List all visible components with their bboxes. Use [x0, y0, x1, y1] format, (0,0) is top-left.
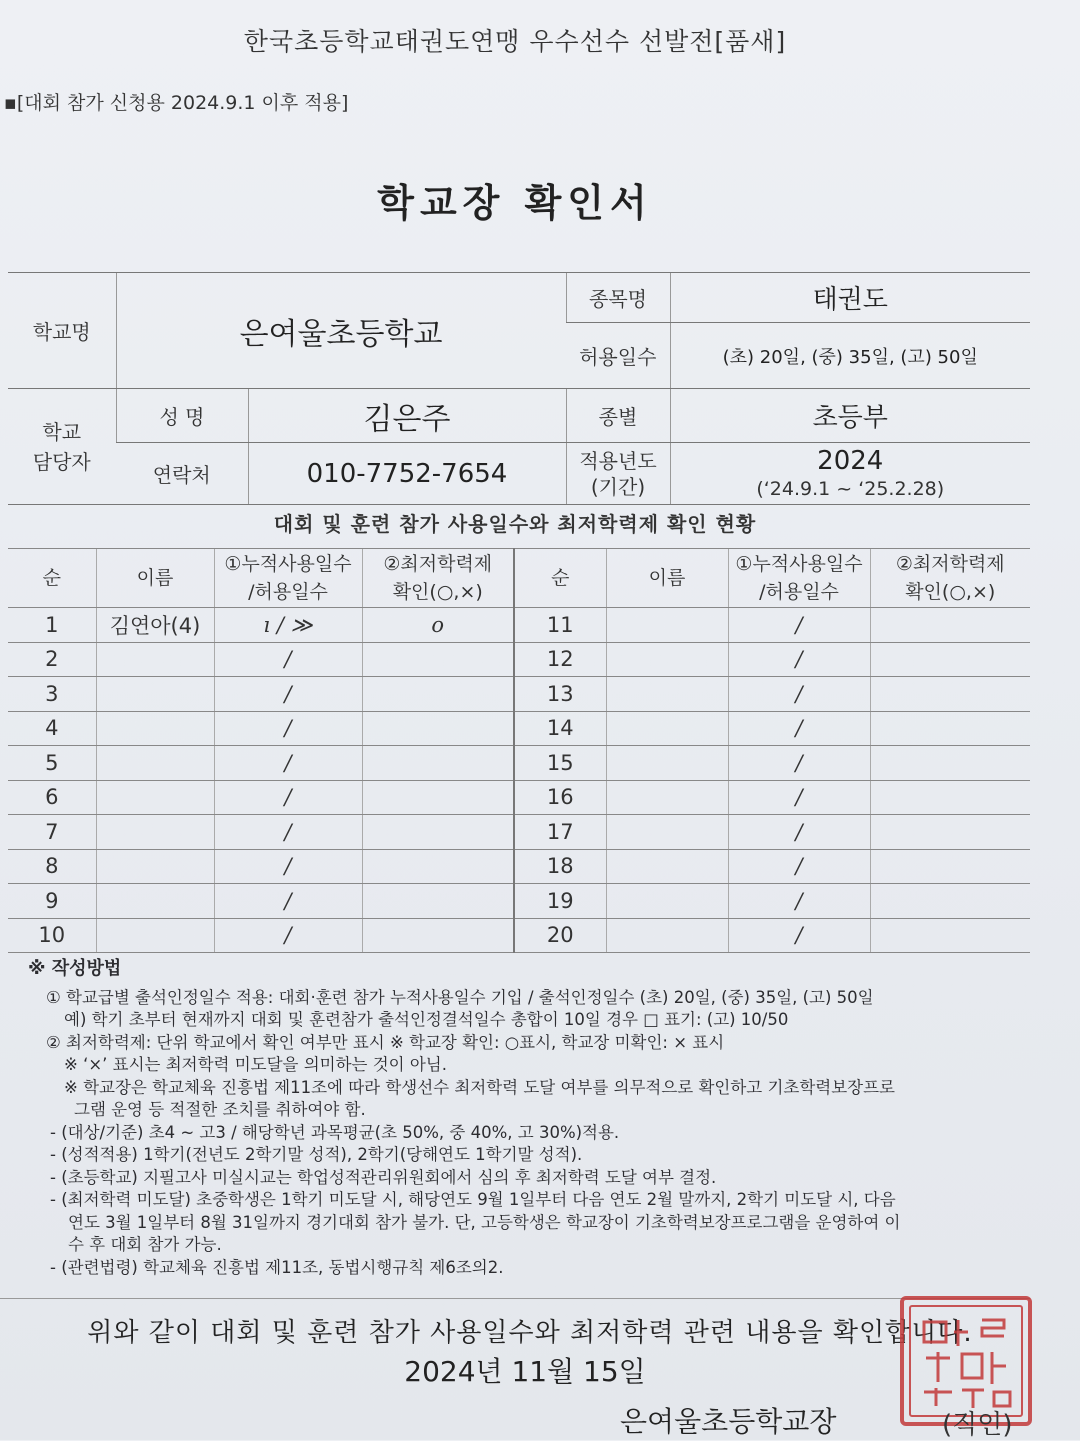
table-row	[8, 918, 1030, 953]
school-label: 학교명	[8, 273, 116, 389]
student-name: 김연아(4)	[96, 608, 214, 643]
student-name	[606, 711, 728, 746]
roster-table	[8, 548, 1030, 953]
header-no: 순	[8, 549, 96, 608]
note-item: ※ 학교장은 학교체육 진흥법 제11조에 따라 학생선수 최저학력 도달 여부를 의무적으로 확인하고 기초학력보장프로	[64, 1077, 895, 1097]
note-item: - (성적적용) 1학기(전년도 2학기말 성적), 2학기(당해연도 1학기말 성적).	[50, 1145, 583, 1164]
days-used: /	[214, 884, 362, 919]
row-number: 15	[514, 746, 606, 781]
min-academic-check	[870, 780, 1030, 815]
name-label: 성 명	[116, 389, 248, 443]
note-item: - (최저학력 미도달) 초중학생은 1학기 미도달 시, 해당연도 9월 1일부터 다음 연도 2월 말까지, 2학기 미도달 시, 다음	[50, 1190, 896, 1209]
row-number: 2	[8, 642, 96, 677]
header-name: 이름	[606, 549, 728, 608]
days-used: /	[728, 608, 870, 643]
note-item: - (대상/기준) 초4 ~ 고3 / 해당학년 과목평균(초 50%, 중 40%, 고 30%)적용.	[50, 1122, 620, 1142]
days-used: /	[214, 711, 362, 746]
document-title: 학교장 확인서	[377, 181, 653, 225]
min-academic-check	[362, 642, 514, 677]
note-item: - (관련법령) 학교체육 진흥법 제11조, 동법시행규칙 제6조의2.	[50, 1257, 504, 1277]
instructions-title: ※ 작성방법	[28, 958, 122, 979]
row-number: 6	[8, 780, 96, 815]
event-header: 한국초등학교태권도연맹 우수선수 선발전[품새]	[243, 27, 787, 56]
note-item: 수 후 대회 참가 가능.	[68, 1235, 222, 1254]
student-name	[606, 815, 728, 850]
note-item: ※ ‘×’ 표시는 최저학력 미도달을 의미하는 것이 아님.	[64, 1055, 447, 1074]
note-item: 연도 3월 1일부터 8월 31일까지 경기대회 참가 불가. 단, 고등학생은 학교장이 기초학력보장프로그램을 운영하여 이	[68, 1212, 901, 1232]
note-item: - (초등학교) 지필고사 미실시교는 학업성적관리위원회에서 심의 후 최저학력 도달 여부 결정.	[50, 1167, 717, 1187]
row-number: 4	[8, 711, 96, 746]
student-name	[606, 746, 728, 781]
note-item: 예) 학기 초부터 현재까지 대회 및 훈련참가 출석인정결석일수 총합이 10일 경우 □ 표기: (고) 10/50	[64, 1010, 789, 1029]
student-name	[96, 677, 214, 712]
division-value: 초등부	[670, 389, 1030, 443]
student-name	[606, 918, 728, 953]
student-name	[606, 849, 728, 884]
allowed-days-value: (초) 20일, (중) 35일, (고) 50일	[670, 323, 1030, 389]
table-row	[8, 780, 1030, 815]
name-value: 김은주	[248, 389, 566, 443]
header-check: ②최저학력제 확인(○,×)	[362, 549, 514, 608]
row-number: 7	[8, 815, 96, 850]
row-number: 20	[514, 918, 606, 953]
min-academic-check	[870, 711, 1030, 746]
contact-value: 010-7752-7654	[248, 443, 566, 505]
student-name	[606, 884, 728, 919]
division-label: 종별	[566, 389, 670, 443]
year-label: 적용년도 (기간)	[566, 443, 670, 505]
table-row	[8, 711, 1030, 746]
note-item: 그램 운영 등 적절한 조치를 취하여야 함.	[74, 1100, 366, 1119]
student-name	[96, 746, 214, 781]
table-heading: 대회 및 훈련 참가 사용일수와 최저학력제 확인 현황	[273, 512, 757, 536]
student-name	[606, 780, 728, 815]
min-academic-check	[870, 918, 1030, 953]
days-used: /	[728, 884, 870, 919]
divider	[0, 1298, 1030, 1299]
roster-body	[8, 608, 1030, 953]
min-academic-check	[362, 884, 514, 919]
student-name	[96, 918, 214, 953]
days-used: /	[214, 849, 362, 884]
table-row	[8, 677, 1030, 712]
student-name	[606, 642, 728, 677]
student-name	[96, 884, 214, 919]
days-used: /	[728, 849, 870, 884]
min-academic-check	[870, 815, 1030, 850]
min-academic-check	[362, 677, 514, 712]
confirmation-date: 2024년 11월 15일	[404, 1355, 646, 1388]
min-academic-check	[870, 677, 1030, 712]
min-academic-check	[870, 746, 1030, 781]
days-used: /	[728, 642, 870, 677]
seal-label: (직인)	[942, 1410, 1013, 1440]
row-number: 1	[8, 608, 96, 643]
year-cell	[670, 443, 1030, 505]
header-no: 순	[514, 549, 606, 608]
student-name	[96, 815, 214, 850]
days-used: /	[214, 677, 362, 712]
min-academic-check	[362, 711, 514, 746]
confirmation-text: 위와 같이 대회 및 훈련 참가 사용일수와 최저학력 관련 내용을 확인합니다.	[87, 1318, 973, 1348]
form-subtitle: ▪[대회 참가 신청용 2024.9.1 이후 적용]	[4, 92, 349, 114]
min-academic-check	[362, 849, 514, 884]
min-academic-check	[870, 849, 1030, 884]
instructions	[28, 958, 988, 1279]
info-table	[8, 272, 1030, 505]
header-days: ①누적사용일수 /허용일수	[728, 549, 870, 608]
days-used: /	[214, 642, 362, 677]
student-name	[96, 642, 214, 677]
roster-header-row	[8, 549, 1030, 608]
days-used: ı / ≫	[214, 608, 362, 643]
period-value: (‘24.9.1 ~ ‘25.2.28)	[756, 477, 945, 500]
student-name	[96, 780, 214, 815]
note-item: ① 학교급별 출석인정일수 적용: 대회·훈련 참가 누적사용일수 기입 / 출석인정일수 (초) 20일, (중) 35일, (고) 50일	[46, 987, 874, 1007]
table-row	[8, 642, 1030, 677]
allowed-days-label: 허용일수	[566, 323, 670, 389]
row-number: 18	[514, 849, 606, 884]
min-academic-check: o	[362, 608, 514, 643]
table-row	[8, 746, 1030, 781]
min-academic-check	[870, 642, 1030, 677]
school-value: 은여울초등학교	[116, 273, 566, 389]
contact-label: 연락처	[116, 443, 248, 505]
header-name: 이름	[96, 549, 214, 608]
min-academic-check	[362, 746, 514, 781]
row-number: 13	[514, 677, 606, 712]
header-days: ①누적사용일수 /허용일수	[214, 549, 362, 608]
table-row	[8, 608, 1030, 643]
min-academic-check	[362, 780, 514, 815]
days-used: /	[728, 780, 870, 815]
row-number: 12	[514, 642, 606, 677]
row-number: 11	[514, 608, 606, 643]
student-name	[606, 677, 728, 712]
days-used: /	[214, 918, 362, 953]
min-academic-check	[870, 608, 1030, 643]
manager-label: 학교 담당자	[8, 389, 116, 505]
min-academic-check	[362, 815, 514, 850]
days-used: /	[728, 677, 870, 712]
row-number: 17	[514, 815, 606, 850]
min-academic-check	[870, 884, 1030, 919]
student-name	[96, 711, 214, 746]
student-name	[606, 608, 728, 643]
student-name	[96, 849, 214, 884]
min-academic-check	[362, 918, 514, 953]
row-number: 3	[8, 677, 96, 712]
principal-name: 은여울초등학교장	[620, 1405, 837, 1438]
row-number: 16	[514, 780, 606, 815]
days-used: /	[728, 711, 870, 746]
days-used: /	[214, 780, 362, 815]
row-number: 19	[514, 884, 606, 919]
sport-value: 태권도	[670, 273, 1030, 323]
row-number: 8	[8, 849, 96, 884]
days-used: /	[728, 815, 870, 850]
row-number: 14	[514, 711, 606, 746]
days-used: /	[728, 746, 870, 781]
row-number: 10	[8, 918, 96, 953]
days-used: /	[214, 746, 362, 781]
table-row	[8, 884, 1030, 919]
row-number: 9	[8, 884, 96, 919]
note-item: ② 최저학력제: 단위 학교에서 확인 여부만 표시 ※ 학교장 확인: ○표시, 학교장 미확인: × 표시	[46, 1032, 725, 1052]
header-check: ②최저학력제 확인(○,×)	[870, 549, 1030, 608]
row-number: 5	[8, 746, 96, 781]
days-used: /	[728, 918, 870, 953]
year-value: 2024	[817, 445, 884, 476]
table-row	[8, 849, 1030, 884]
sport-label: 종목명	[566, 273, 670, 323]
days-used: /	[214, 815, 362, 850]
table-row	[8, 815, 1030, 850]
